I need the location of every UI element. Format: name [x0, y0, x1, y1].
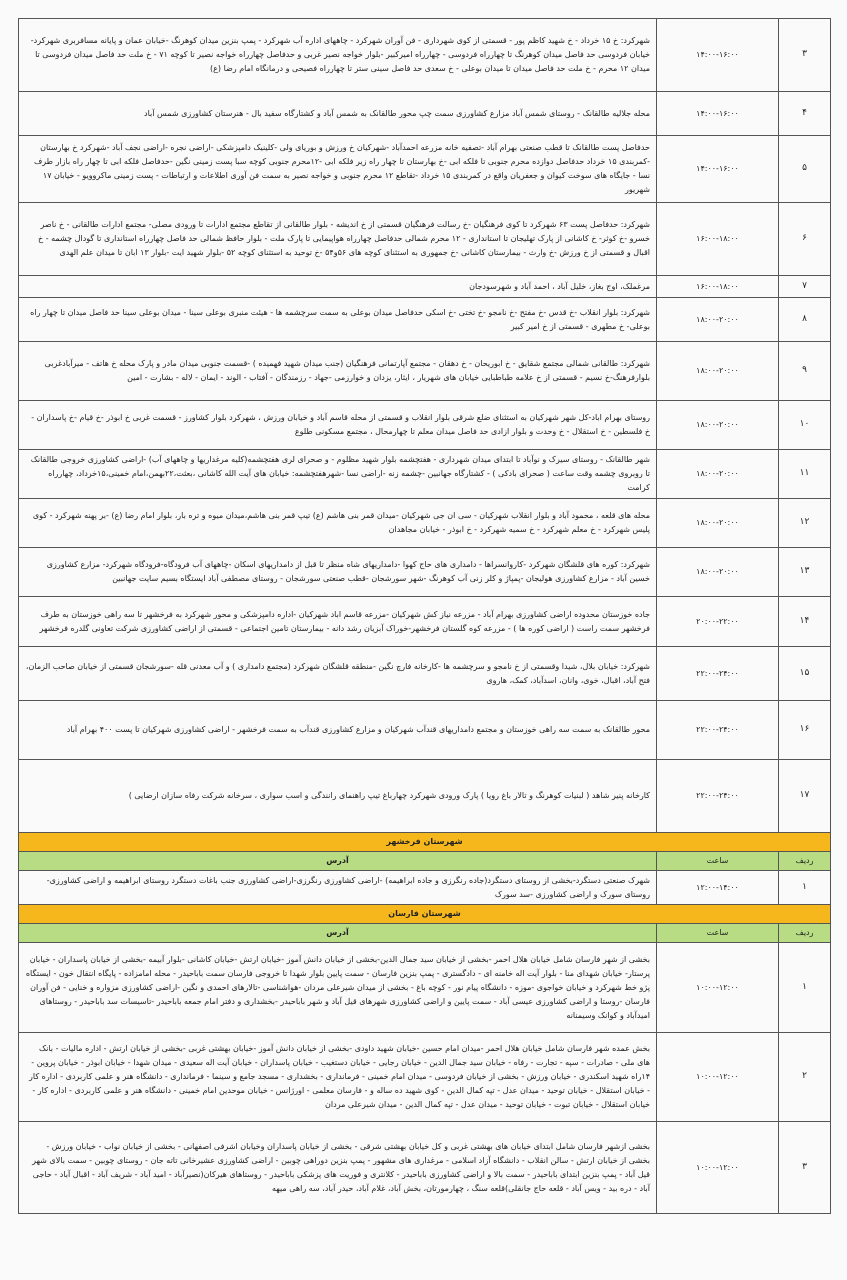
- row-number: ۹: [779, 342, 831, 401]
- row-number: ۳: [779, 1122, 831, 1214]
- table-row: [19, 276, 831, 298]
- header-address: آدرس: [19, 924, 657, 943]
- address-cell: کارخانه پنیر شاهد ( لبنیات کوهرنگ و تالار باغ رویا ) پارک ورودی شهرکرد چهارباغ تیپ راهنمای رانندگی و اسب سواری ، سرخانه شرکت رفاه سازان ارضایی ): [19, 760, 657, 833]
- time-window: ۱۸:۰۰-۲۰:۰۰: [657, 401, 779, 450]
- address-cell: شهرکرد: حدفاصل پست ۶۳ شهرکرد تا کوی فرهنگیان -خ رسالت فرهنگیان قسمتی از خ اندیشه - بلوار طالقانی از تقاطع مجتمع ادارات تا ورودی مصلی- مجتمع ادارات طالقانی - خ ناصر خسرو -خ کوثر- خ کاشانی از پارک تهلیجان تا استانداری - ۱۲ محرم شمالی حدفاصل چهارراه هواپیمایی تا پارک ملت - بلوار حافظ شمالی حد فاصل چهارراه استانداری تا گودال چشمه - خ اقبال و قسمتی از خ ورزش -خ وارث - بیمارستان کاشانی -خ جمهوری به استثنای کوچه های ۵۶و۵۴ -خ توحید به استثنای کوچه ۵۲ -بلوار شهید ایت -بلوار ۱۳ ابان تا میدان علم الهدی: [19, 203, 657, 276]
- time-window: ۱۸:۰۰-۲۰:۰۰: [657, 298, 779, 342]
- time-window: ۱۰:۰۰-۱۲:۰۰: [657, 943, 779, 1033]
- time-window: ۱۴:۰۰-۱۶:۰۰: [657, 19, 779, 92]
- address-cell: بخشی از شهر فارسان شامل خیابان هلال احمر -بخشی از خیابان سید جمال الدین-بخشی از خیابان دانش آموز -خیابان ارتش -خیابان کاشانی -بلوار آبیمه -بخشی از خیابان پاسداران - خیابان پرستار- خیابان شهدای منا - بلوار آیت اله خامنه ای - دادگستری - پمپ بنزین فارسان - سمت پایین بلوار شهدا تا خروجی فارسان سمت باباحیدر - محله امامزاده - پایگاه انتقال خون - ایستگاه پژو خط شهرکرد و خیابان خواجوی -موزه - دانشگاه پیام نور - کوچه باغ - بخشی از میدان شیرعلی مردان -هواشناسی -تالارهای احمدی و نگین -اراضی کشاورزی مزواره و خنایی - فن آوران فارسان -روستا و اراضی کشاورزی عیسی آباد - سمت پایین و اراضی کشاورزی شهرهای قیل آباد و شهر باباحیدر -بخشداری و دفتر امام جمعه باباحیدر -تاسیسات سد باباحیدر - روستاهای امیدآباد و کوانک وسیمنانه: [19, 943, 657, 1033]
- address-cell: شهرکرد: کوره های قلشگان شهرکرد -کاروانسراها - دامداری های حاج کهوا -دامداریهای شاه منظر تا قبل از دامداریهای اسکان -چاههای آب فرودگاه-فرودگاه شهرکرد- مزارع کشاورزی خسین آباد - مزارع کشاورزی هولیجان -پمپاژ و کلر زنی آب کوهرنگ -شهر سورشجان -قطب صنعتی سورشجان - روستای مصطفی آباد ایستگاه بسیم سایت جهانبین: [19, 548, 657, 597]
- header-time: ساعت: [657, 852, 779, 871]
- table-row: [19, 1122, 831, 1214]
- time-window: ۱۰:۰۰-۱۲:۰۰: [657, 1122, 779, 1214]
- row-number: ۱۷: [779, 760, 831, 833]
- table-row: [19, 19, 831, 92]
- time-window: ۱۶:۰۰-۱۸:۰۰: [657, 203, 779, 276]
- table-row: [19, 701, 831, 760]
- time-window: ۱۰:۰۰-۱۲:۰۰: [657, 1033, 779, 1122]
- table-row: [19, 401, 831, 450]
- row-number: ۱۳: [779, 548, 831, 597]
- section-title: شهرستان فارسان: [19, 905, 831, 924]
- section-title: شهرستان فرخشهر: [19, 833, 831, 852]
- time-window: ۲۰:۰۰-۲۲:۰۰: [657, 597, 779, 647]
- table-row: [19, 1033, 831, 1122]
- table-row: [19, 871, 831, 905]
- table-row: [19, 342, 831, 401]
- time-window: ۲۲:۰۰-۲۴:۰۰: [657, 701, 779, 760]
- address-cell: شهرکرد: خیابان بلال، شیدا وقسمتی از خ نامجو و سرچشمه ها -کارخانه فارچ نگین -منطقه قلشگان شهرکرد (مجتمع دامداری ) و آب معدنی قله -سورشجان قسمتی از خیابان صاحب الزمان، فتح آباد، اقبال، خوی، وانان، اسدآباد، کمک، هاروی: [19, 647, 657, 701]
- table-row: [19, 450, 831, 499]
- header-row-number: ردیف: [779, 852, 831, 871]
- table-row: [19, 499, 831, 548]
- table-row: [19, 92, 831, 136]
- time-window: ۲۲:۰۰-۲۴:۰۰: [657, 647, 779, 701]
- table-row: [19, 943, 831, 1033]
- header-row-number: ردیف: [779, 924, 831, 943]
- row-number: ۱۰: [779, 401, 831, 450]
- table-row: [19, 203, 831, 276]
- row-number: ۶: [779, 203, 831, 276]
- column-header-row: [19, 852, 831, 871]
- time-window: ۱۶:۰۰-۱۸:۰۰: [657, 276, 779, 298]
- row-number: ۱۶: [779, 701, 831, 760]
- table-row: [19, 548, 831, 597]
- address-cell: شهرک صنعتی دستگرد-بخشی از روستای دستگرد(جاده رنگرزی و جاده ابراهیمه) -اراضی کشاورزی رنگرزی-اراضی کشاورزی جنب باغات دستگرد روستای ابراهیمه و اراضی کشاورزی-روستای سورک و اراضی کشاورزی -سد سورک: [19, 871, 657, 905]
- row-number: ۸: [779, 298, 831, 342]
- row-number: ۳: [779, 19, 831, 92]
- time-window: ۱۴:۰۰-۱۶:۰۰: [657, 136, 779, 203]
- time-window: ۱۲:۰۰-۱۴:۰۰: [657, 871, 779, 905]
- row-number: ۱: [779, 871, 831, 905]
- column-header-row: [19, 924, 831, 943]
- address-cell: محله های قلعه ، محمود آباد و بلوار انقلاب شهرکیان - سی ان جی شهرکیان -میدان قمر بنی هاشم (ع) تیپ قمر بنی هاشم،میدان میوه و تره بار، بلوار امام رضا (ع) -بر پهنه شهرکرد - کوی پلیس شهرکرد - خ معلم شهرکرد - خ سمیه شهرکرد - خ ابوذر - خیابان مجاهدان: [19, 499, 657, 548]
- outage-schedule-table: [18, 18, 831, 1214]
- table-row: [19, 298, 831, 342]
- address-cell: مرغملک، اوج بغاز، خلیل آباد ، احمد آباد و شهرسودجان: [19, 276, 657, 298]
- row-number: ۱۱: [779, 450, 831, 499]
- row-number: ۵: [779, 136, 831, 203]
- time-window: ۱۴:۰۰-۱۶:۰۰: [657, 92, 779, 136]
- address-cell: محور طالقانک به سمت سه راهی خوزستان و مجتمع دامداریهای قندآب شهرکیان و مزارع کشاورزی قندآب به سمت فرخشهر - اراضی کشاورزی شهرکیان تا پست ۴۰۰ بهرام آباد: [19, 701, 657, 760]
- header-address: آدرس: [19, 852, 657, 871]
- header-time: ساعت: [657, 924, 779, 943]
- row-number: ۱۲: [779, 499, 831, 548]
- outage-schedule-page: [18, 18, 831, 1214]
- address-cell: شهرکرد: طالقانی شمالی مجتمع شقایق - خ ابوریحان - خ دهقان - مجتمع آپارتمانی فرهنگیان (جنب میدان شهید فهمیده ) -قسمت جنوبی میدان مادر و پارک محله خ هاتف - میرآبادغربی بلوارفرهنگ-خ نسیم - قسمتی از خ علامه طباطبایی خیابان های شهریار ، ایثار، یزدان و خوارزمی -جهاد - رزمندگان - آفتاب - الوند - ایمان - لاله - بشارت - امین: [19, 342, 657, 401]
- time-window: ۱۸:۰۰-۲۰:۰۰: [657, 499, 779, 548]
- address-cell: حدفاصل پست طالقانک تا قطب صنعتی بهرام آباد -تصفیه خانه مزرعه احمدآباد -شهرکیان خ ورزش و بوریای ولی -کلینیک دامپزشکی -اراضی نجره -اراضی نجف آباد -شهرکرد خ بهارستان -کمربندی ۱۵ خرداد حدفاصل دوازده محرم جنوبی تا فلکه ابی -خ بهارستان تا چهار راه زیر فلکه ابی -۱۲محرم جنوبی کوچه سبا پست زمینی نگین -حدفاصل فلکه ابی تا چهار راه بازار طرف نسا - جایگاه های سوخت کیوان و جعفریان واقع در کمربندی ۱۵ خرداد -تقاطع ۱۲ محرم جنوبی و خواجه نصیر به سمت فن آوری اطلاعات و ارتباطات - پست زمینی ماکروویو - خیابان ۱۷ شهریور: [19, 136, 657, 203]
- address-cell: روستای بهرام اباد-کل شهر شهرکیان به استثنای ضلع شرقی بلوار انقلاب و قسمتی از محله قاسم آباد و خیابان ورزش ، شهرکرد بلوار کشاورز - قسمت غربی خ ابوذر -خ قیام -خ پاسداران - خ فلسطین - خ استقلال - خ وحدت و بلوار ازادی حد فاصل میدان معلم تا چهارمحال ، مجتمع مسکونی طلوع: [19, 401, 657, 450]
- address-cell: محله جلالیه طالقانک - روستای شمس آباد مزارع کشاورزی سمت چپ محور طالقانک به شمس آباد و کشتارگاه سفید بال - هنرستان کشاورزی شمس آباد: [19, 92, 657, 136]
- schedule-body: [19, 19, 831, 1214]
- time-window: ۱۸:۰۰-۲۰:۰۰: [657, 342, 779, 401]
- row-number: ۲: [779, 1033, 831, 1122]
- section-title-row: [19, 833, 831, 852]
- row-number: ۱۴: [779, 597, 831, 647]
- table-row: [19, 647, 831, 701]
- row-number: ۷: [779, 276, 831, 298]
- table-row: [19, 597, 831, 647]
- address-cell: شهرکرد: خ ۱۵ خرداد - خ شهید کاظم پور - قسمتی از کوی شهرداری - فن آوران شهرکرد - چاههای اداره آب شهرکرد - پمپ بنزین میدان کوهرنگ -خیابان عمان و پایانه مسافربری شهرکرد- خیابان فردوسی حد فاصل میدان کوهرنگ تا چهارراه فردوسی - چهارراه امیرکبیر -بلوار خواجه نصیر غربی و حدفاصل چهارراه خواجه نصیر تا کوچه ۷۱ - خ ملت حد فاصل میدان فردوسی تا میدان ۱۲ محرم - خ ملت حد فاصل میدان تا میدان بوعلی - خ سعدی حد فاصل سینی ستر تا چهارراه فصیحی و درمانگاه امام رضا (ع): [19, 19, 657, 92]
- time-window: ۲۲:۰۰-۲۴:۰۰: [657, 760, 779, 833]
- time-window: ۱۸:۰۰-۲۰:۰۰: [657, 548, 779, 597]
- address-cell: شهر طالقانک - روستای سیرک و نوآباد تا ابتدای میدان شهرداری - هفتچشمه بلوار شهید مظلوم - و صحرای لری هفتچشمه(کلیه مرغداریها و چاههای آب) -اراضی کشاورزی خروجی طالقانک تا روبروی چشمه وقت ساعت ( صحرای بادکی ) - کشتارگاه جهانبین -چشمه زنه -اراضی نسا -شهرهفتچشمه: خیابان های آیت الله کاشانی ،بعثت،۲۲بهمن،امام خمینی،۱۵خرداد، چهارراه کرامت: [19, 450, 657, 499]
- row-number: ۱: [779, 943, 831, 1033]
- address-cell: شهرکرد: بلوار انقلاب -خ قدس -خ مفتح -خ نامجو -خ تختی -خ اسکی حدفاصل میدان بوعلی به سمت سرچشمه ها - هیئت منبری بوعلی سینا - میدان بوعلی سینا حد فاصل میدان تا چهار راه بوعلی- خ مطهری - قسمتی از خ امیر کبیر: [19, 298, 657, 342]
- table-row: [19, 136, 831, 203]
- address-cell: بخشی ازشهر فارسان شامل ابتدای خیابان های بهشتی غربی و کل خیابان بهشتی شرقی - بخشی از خیابان پاسداران وخیابان اشرفی اصفهانی - بخشی از خیابان نواب - خیابان ورزش - بخشی از خیابان ارتش - سالن انقلاب - دانشگاه آزاد اسلامی - مرغداری های مشهور - پمپ بنزین دوراهی چوبین - اراضی کشاورزی عشیرخانی تاته جان - روستای چوبین - سمت بالای شهر قیل آباد - پمپ بنزین ابتدای باباحیدر - سمت بالا و اراضی کشاورزی باباحیدر - کلانتری و فوریت های پزشکی باباحیدر - روستاهای هیرکان(نصیرآباد - امید آباد - شریف آباد - اقبال آباد - حاجی آباد - دره بید - ویس آباد - قلعه حاج جانقلی)قلعه سنگ ، چهارمورتان، بخش آباد، غلام آباد، حیدر آباد، سه راهی میهه: [19, 1122, 657, 1214]
- address-cell: جاده خوزستان محدوده اراضی کشاورزی بهرام آباد - مزرعه نیاز کش شهرکیان -مزرعه قاسم اباد شهرکیان -اداره دامپزشکی و محور شهرکرد به فرخشهر تا سه راهی خوزستان به طرف فرخشهر سمت راست ( اراضی کوره ها ) - مزرعه کوه گلستان فرخشهر-خوراک آبزیان رشد دانه - بیمارستان تامین اجتماعی - قسمتی از اراضی کشاورزی شرکت تعاونی گلدره فرخشهر: [19, 597, 657, 647]
- address-cell: بخش عمده شهر فارسان شامل خیابان هلال احمر -میدان امام حسین -خیابان شهید داودی -بخشی از خیابان دانش آموز -خیابان بهشتی غربی -بخشی از خیابان ارتش - اداره مالیات - بانک های ملی - صادرات - سپه - تجارت - رفاه - خیابان سید جمال الدین - خیابان رجایی - خیابان دستغیب - خیابان پاسداران - خیابان آیت اله سعیدی - میدان شهدا - خیابان ابوذر - خیابان پروین - ۱۴راه شهید اسکندری - خیابان ورزش - بخشی از خیابان فردوسی - میدان امام خمینی - فرمانداری - بخشداری - مسجد جامع و سینما - فرمانداری - دانشگاه هنر و علمی کاربردی - اداره کار - خیابان استقلال - خیابان توحید - میدان عدل - تپه کمال الدین - کوی شهید ده ساله و - فارسان معلمی - اورژانس - خیابان موحدین امام خمینی - دانشگاه هنر و علمی کاربردی - اداره کار - خیابان استقلال - خیابان تبوت - خیابان توحید - میدان عدل - تپه کمال الدین - میدان شیرعلی مردان: [19, 1033, 657, 1122]
- time-window: ۱۸:۰۰-۲۰:۰۰: [657, 450, 779, 499]
- section-title-row: [19, 905, 831, 924]
- row-number: ۴: [779, 92, 831, 136]
- row-number: ۱۵: [779, 647, 831, 701]
- table-row: [19, 760, 831, 833]
